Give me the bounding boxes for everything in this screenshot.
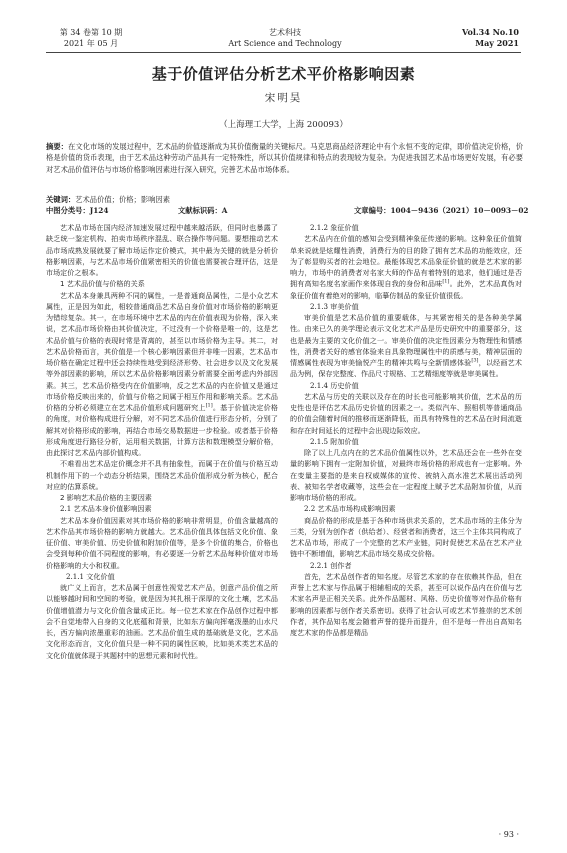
text: 不难看出艺术品定价概念并不具有抽象性，而属于在价值与价格互动机制作用下的一个动态分析结果，围绕艺术品价值形成分析为核心，配合对应的估算系统。 [46, 459, 278, 491]
text: 2.1.3 审美价值 [310, 301, 359, 311]
text: 2.1.5 附加价值 [310, 436, 359, 446]
text: 除了以上几点内在的艺术品价值属性以外，艺术品还会在一些外在变量的影响下拥有一定附加价值，对最终市场价格的形成也有一定影响。外在变量主要指的是来自权威媒体的宣传、被纳入高水准艺术展出活动列表、被知名学者收藏等，这些会在一定程度上赋予艺术品附加价值，从而影响市场价格的形成。 [290, 448, 522, 502]
text: 艺术品市场在国内经济加速发展过程中越来越活跃，但同时也暴露了缺乏统一鉴定机构、拍卖市场秩序混乱、联合操作等问题。要想推动艺术品市场成熟发展就要了解市场运作定价模式，其中最为关键的就是分析价格影响因素，与艺术品市场价值紧密相关的价值也需要被合理评估，这是市场定价之根本。 [46, 223, 278, 277]
citation: [3] [471, 357, 479, 364]
text: 2 影响艺术品价格的主要因素 [60, 493, 152, 502]
text: 。基于价值决定价格的角度，对价格构成进行分解，对不同艺术品价值进行形态分析，分别了解其对价格形成的影响，再结合市场交易数据进一步检验。或者基于价格形成角度进行路径分析，运用相关数据，计算方法和数理模型分解价格，由此探讨艺术品内部价值构成。 [46, 403, 278, 457]
text: 2.2.1 创作者 [310, 560, 352, 570]
author: 宋明昊 [264, 92, 303, 104]
document-code: 文献标识码：A [178, 206, 228, 215]
text: 商品价格的形成是基于各种市场供求关系的，艺术品市场的主体分为三类，分别为创作者（供给者）、经营者和消费者，这三个主体共同构成了艺术品市场，形成了一个完整的艺术产业链，同时促使艺术品在艺术产业链中不断增值，影响艺术品市场交易成交价格。 [290, 515, 522, 559]
right-column [290, 222, 522, 638]
body-paragraph [46, 582, 278, 661]
section-heading [290, 222, 522, 233]
body-paragraph [290, 233, 522, 301]
volume-issue-en: Vol.34 No.10 [462, 27, 519, 37]
keywords [46, 194, 523, 205]
text: 2.1.2 象征价值 [310, 223, 359, 232]
text: 审美价值是艺术品价值的重要载体，与其紧密相关的是各种美学属性。由来已久的美学理论表示文化艺术产品是历史研究中的重要部分，这也是最为主要的文化价值之一。审美价值的决定性因素分为物理性和情感性，消费者关好的感官体验来自具象物理属性中的质感与美，精神层面的情感属性表现为审美愉悦产生的精神共鸣与全新情感体验 [290, 313, 522, 367]
section-heading [46, 492, 278, 503]
header-right [462, 27, 519, 49]
clc-number: 中图分类号：J124 [46, 206, 109, 215]
section-heading [46, 278, 278, 289]
text: ，以经画艺术品为例，保存完整度、作品尺寸规格、工艺精细度等就是审美属性。 [290, 358, 522, 379]
text: 2.1.4 历史价值 [310, 380, 359, 390]
journal-name-cn: 艺术科技 [269, 28, 301, 37]
text: 首先，艺术品创作者的知名度。尽管艺术家的存在依赖其作品，但在声誉上艺术家与作品属于相辅相成的关系，甚至可以说作品内在价值与艺术家名声是正相关关系。此外作品题材、风格、历史价值等对作品价格有影响的因素都与创作者关系密切。获得了社会认可或艺术节推崇的艺术创作者，其作品知名度会随着声誉的提升而提升，但不是每一件出自高知名度艺术家的作品都是精品 [290, 571, 522, 637]
left-column [46, 222, 278, 661]
text: 艺术品本身兼具两种不同的属性，一是普通商品属性，二是小众艺术属性，正是因为如此，相较普通商品艺术品自身价值对市场价格的影响更为错综复杂。其一，在市场环境中艺术品的内在价值表现为价格，深入来说，艺术品市场价格由其价值决定，不过没有一个价格是唯一的，这是艺术品价值与价格的表现时常是背离的，甚至以市场价格为主导。其二，对艺术品价格而言，其价值是一个核心影响因素但并非唯一因素，艺术品市场价格在确定过程中还会持续性地受到经济形势、社会进步以及文化发展等外部因素的影响，所以艺术品价格影响因素分析需要全面考虑内外部因素。其三，艺术品价格受内在价值影响，反之艺术品的内在价值又是通过市场价格反映出来的，价值与价格之间属于相互作用和影响关系。艺术品价格的分析必须建立在艺术品价值形成问题研究上 [46, 290, 278, 412]
keywords-label: 关键词： [46, 195, 76, 204]
date-en: May 2021 [475, 38, 519, 48]
citation: [1] [442, 278, 450, 285]
journal-name-en: Art Science and Technology [228, 39, 342, 48]
section-heading [290, 301, 522, 312]
text: 艺术品本身价值因素对其市场价格的影响非常明显，价值含量越高的艺术作品其市场价格的影响力就越大。艺术品价值具体包括文化价值、象征价值、审美价值、历史价值和附加价值等，是多个价值的集合，价格也会受到每种价值不同程度的影响，有必要逐一分析艺术品每种价值对市场价格影响的大小和权重。 [46, 515, 278, 570]
volume-issue-cn: 第 34 卷第 10 期 [59, 28, 123, 37]
text: 艺术品与历史的关联以及存在的时长也可能影响其价值，艺术品的历史性也是评估艺术品历史价值的因素之一。类似汽车、照相机等普通商品的价值会随着时间的推移而逐渐降低，而具有特殊性的艺术品在时间流逝和存在时间延长的过程中会出现边际效应。 [290, 391, 522, 435]
header-center [190, 27, 380, 49]
article-number: 文章编号：1004－9436（2021）10－0093－02 [354, 206, 529, 215]
body-paragraph [46, 222, 278, 278]
citation: [1] [205, 402, 213, 409]
section-heading [46, 503, 278, 514]
running-header [0, 0, 567, 56]
body-paragraph [46, 515, 278, 571]
section-heading [290, 380, 522, 391]
section-heading [290, 503, 522, 514]
text: 2.2 艺术品市场构成影响因素 [304, 504, 396, 514]
body-paragraph [290, 571, 522, 639]
text: 2.1 艺术品本身价值影响因素 [60, 504, 152, 514]
text: 。此外，艺术品真伪对象征价值有着绝对的影响，临摹仿制品的象征价值很低。 [290, 279, 523, 300]
page-number: · 93 · [498, 830, 519, 839]
section-heading [46, 571, 278, 582]
abstract-text: 在文化市场的发展过程中，艺术品的价值逐渐成为其价值衡量的关键标尺。马克思商品经济理论中有个永恒不变的定律，即价值决定价格，价格是价值的货币表现，由于艺术品这种劳动产品具有一定特殊性，所以其价值规律和特点的表现较为复杂。为促进我国艺术品市场更好发展，有必要对艺术品价值评估与市场价格影响因素进行深入研究，完善艺术品市场体系。 [46, 142, 524, 174]
text: 2.1.1 文化价值 [66, 571, 115, 581]
body-paragraph [290, 312, 522, 380]
text: 1 艺术品价值与价格的关系 [60, 279, 145, 289]
text: 艺术品内在价值的感知会受到精神象征传递的影响。这种象征价值简单来说就是炫耀性消费，消费行为的目的除了拥有艺术品的功能效应，还为了彰显购买者的社会地位。最能体现艺术品象征价值的就是艺术家的影响力，市场中的消费者对名家大师的作品有着特别的追求，他们通过是否拥有高知名度名家画作来体现自我的身份和品味 [290, 234, 522, 289]
body-paragraph [290, 447, 522, 503]
abstract [46, 141, 523, 175]
paper-title: 基于价值评估分析艺术平价格影响因素 [151, 65, 416, 83]
section-heading [290, 436, 522, 447]
section-heading [290, 560, 522, 571]
header-rule [46, 52, 521, 53]
header-left [46, 27, 136, 49]
keywords-text: 艺术品价值；价格；影响因素 [75, 195, 171, 204]
affiliation: （上海理工大学，上海 200093） [219, 120, 348, 130]
text: 就广义上而言，艺术品属于创意性视觉艺术产品，创意产品价值之所以能够越时间和空间的考验，就是因为其扎根于深厚的文化土壤，艺术品价值增值潜力与文化价值含量成正比。每一位艺术家在作品创作过程中都会不自觉地带入自身的文化底蕴和背景，比如东方偏向挥毫泼墨的山水尺长，西方偏向浓墨重彩的油画。艺术品价值生成的基础就是文化，艺术品文化形态而言，文化价值只是一种不同的属性区映，比如美术类艺术品的文化价值就体现于其题材中的思想元素和时代性。 [46, 583, 278, 660]
body-paragraph [290, 391, 522, 436]
abstract-label: 摘要： [46, 142, 69, 151]
body-paragraph [290, 515, 522, 560]
body-paragraph [46, 458, 278, 492]
date-cn: 2021 年 05 月 [63, 39, 119, 48]
body-paragraph [46, 290, 278, 459]
